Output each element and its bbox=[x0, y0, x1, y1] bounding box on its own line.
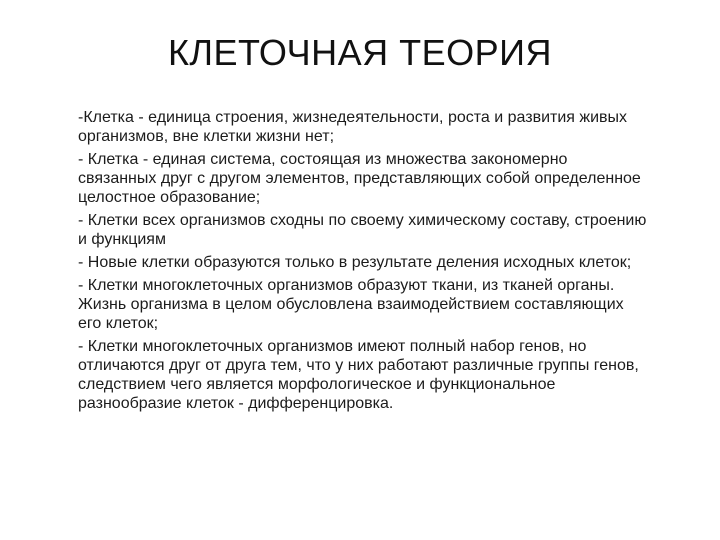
paragraph-2: - Клетка - единая система, состоящая из множества закономерно связанных друг с другом элементов, представляющих собой определенное целостное образование; bbox=[78, 151, 641, 206]
paragraph-4: - Новые клетки образуются только в результате деления исходных клеток; bbox=[78, 254, 632, 271]
paragraph-3: - Клетки всех организмов сходны по своему химическому составу, строению и функциям bbox=[78, 212, 647, 248]
paragraph-5: - Клетки многоклеточных организмов образуют ткани, из тканей органы. Жизнь организма в целом обусловлена взаимодействием составляющих его клеток; bbox=[78, 277, 624, 332]
paragraph-1: -Клетка - единица строения, жизнедеятельности, роста и развития живых организмов, вне клетки жизни нет; bbox=[78, 109, 628, 145]
slide-body bbox=[78, 108, 648, 417]
paragraph-6: - Клетки многоклеточных организмов имеют полный набор генов, но отличаются друг от друга тем, что у них работают различные группы генов, следствием чего является морфологическое и функциональное разнообразие клеток - дифференцировка. bbox=[78, 338, 639, 412]
slide-title: КЛЕТОЧНАЯ ТЕОРИЯ bbox=[167, 32, 553, 73]
